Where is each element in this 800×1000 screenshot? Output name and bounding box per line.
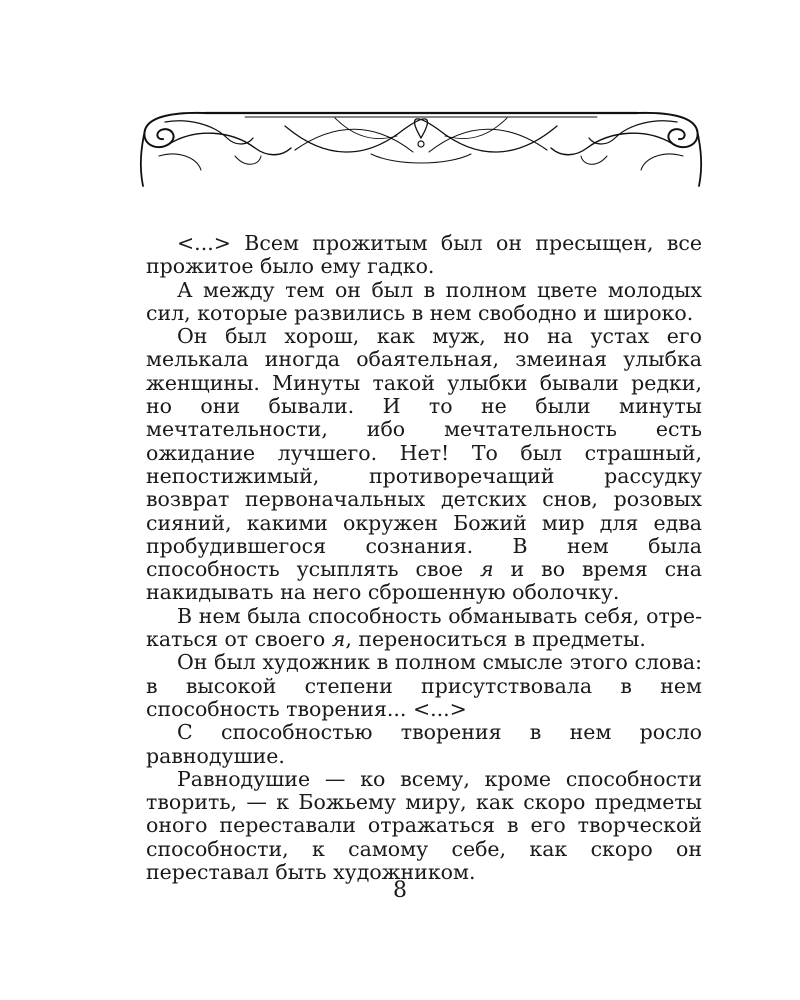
paragraph: С способностью творения в нем росло равнодушие. <box>146 720 702 768</box>
paragraph: А между тем он был в полном цвете молодых сил, которые развились в нем свободно и широко. <box>146 277 702 325</box>
body-text <box>146 232 702 884</box>
paragraph: Равнодушие — ко всему, кроме способности творить, — к Божьему миру, как скоро предметы оного переставали отражаться в его творческой способности, к самому себе, как скоро он переставал быть художником. <box>146 766 702 885</box>
paragraph: <...> Всем прожитым был он пресыщен, все прожитое было ему гадко. <box>146 231 702 279</box>
paragraph: В нем была способность обманывать себя, отрекаться от своего я, переноситься в предметы. <box>146 603 702 652</box>
page-number: 8 <box>393 878 407 903</box>
paragraph: Он был художник в полном смысле этого слова: в высокой степени присутствовала в нем способность творения... <...> <box>146 650 702 721</box>
paragraph: Он был хорош, как муж, но на устах его мелькала иногда обаятельная, змеиная улыбка женщины. Минуты такой улыбки бывали редки, но они бывали. И то не были минуты мечтательности, ибо мечтательность есть ожидание лучшего. Нет! То был страшный, непостижимый, противоречащий рассудку возврат первоначальных детских снов, розовых сияний, какими окружен Божий мир для едва пробудившегося сознания. В нем была способность усыплять свое я и во время сна накидывать на него сброшенную оболочку. <box>146 324 702 605</box>
header-ornament <box>135 108 707 190</box>
